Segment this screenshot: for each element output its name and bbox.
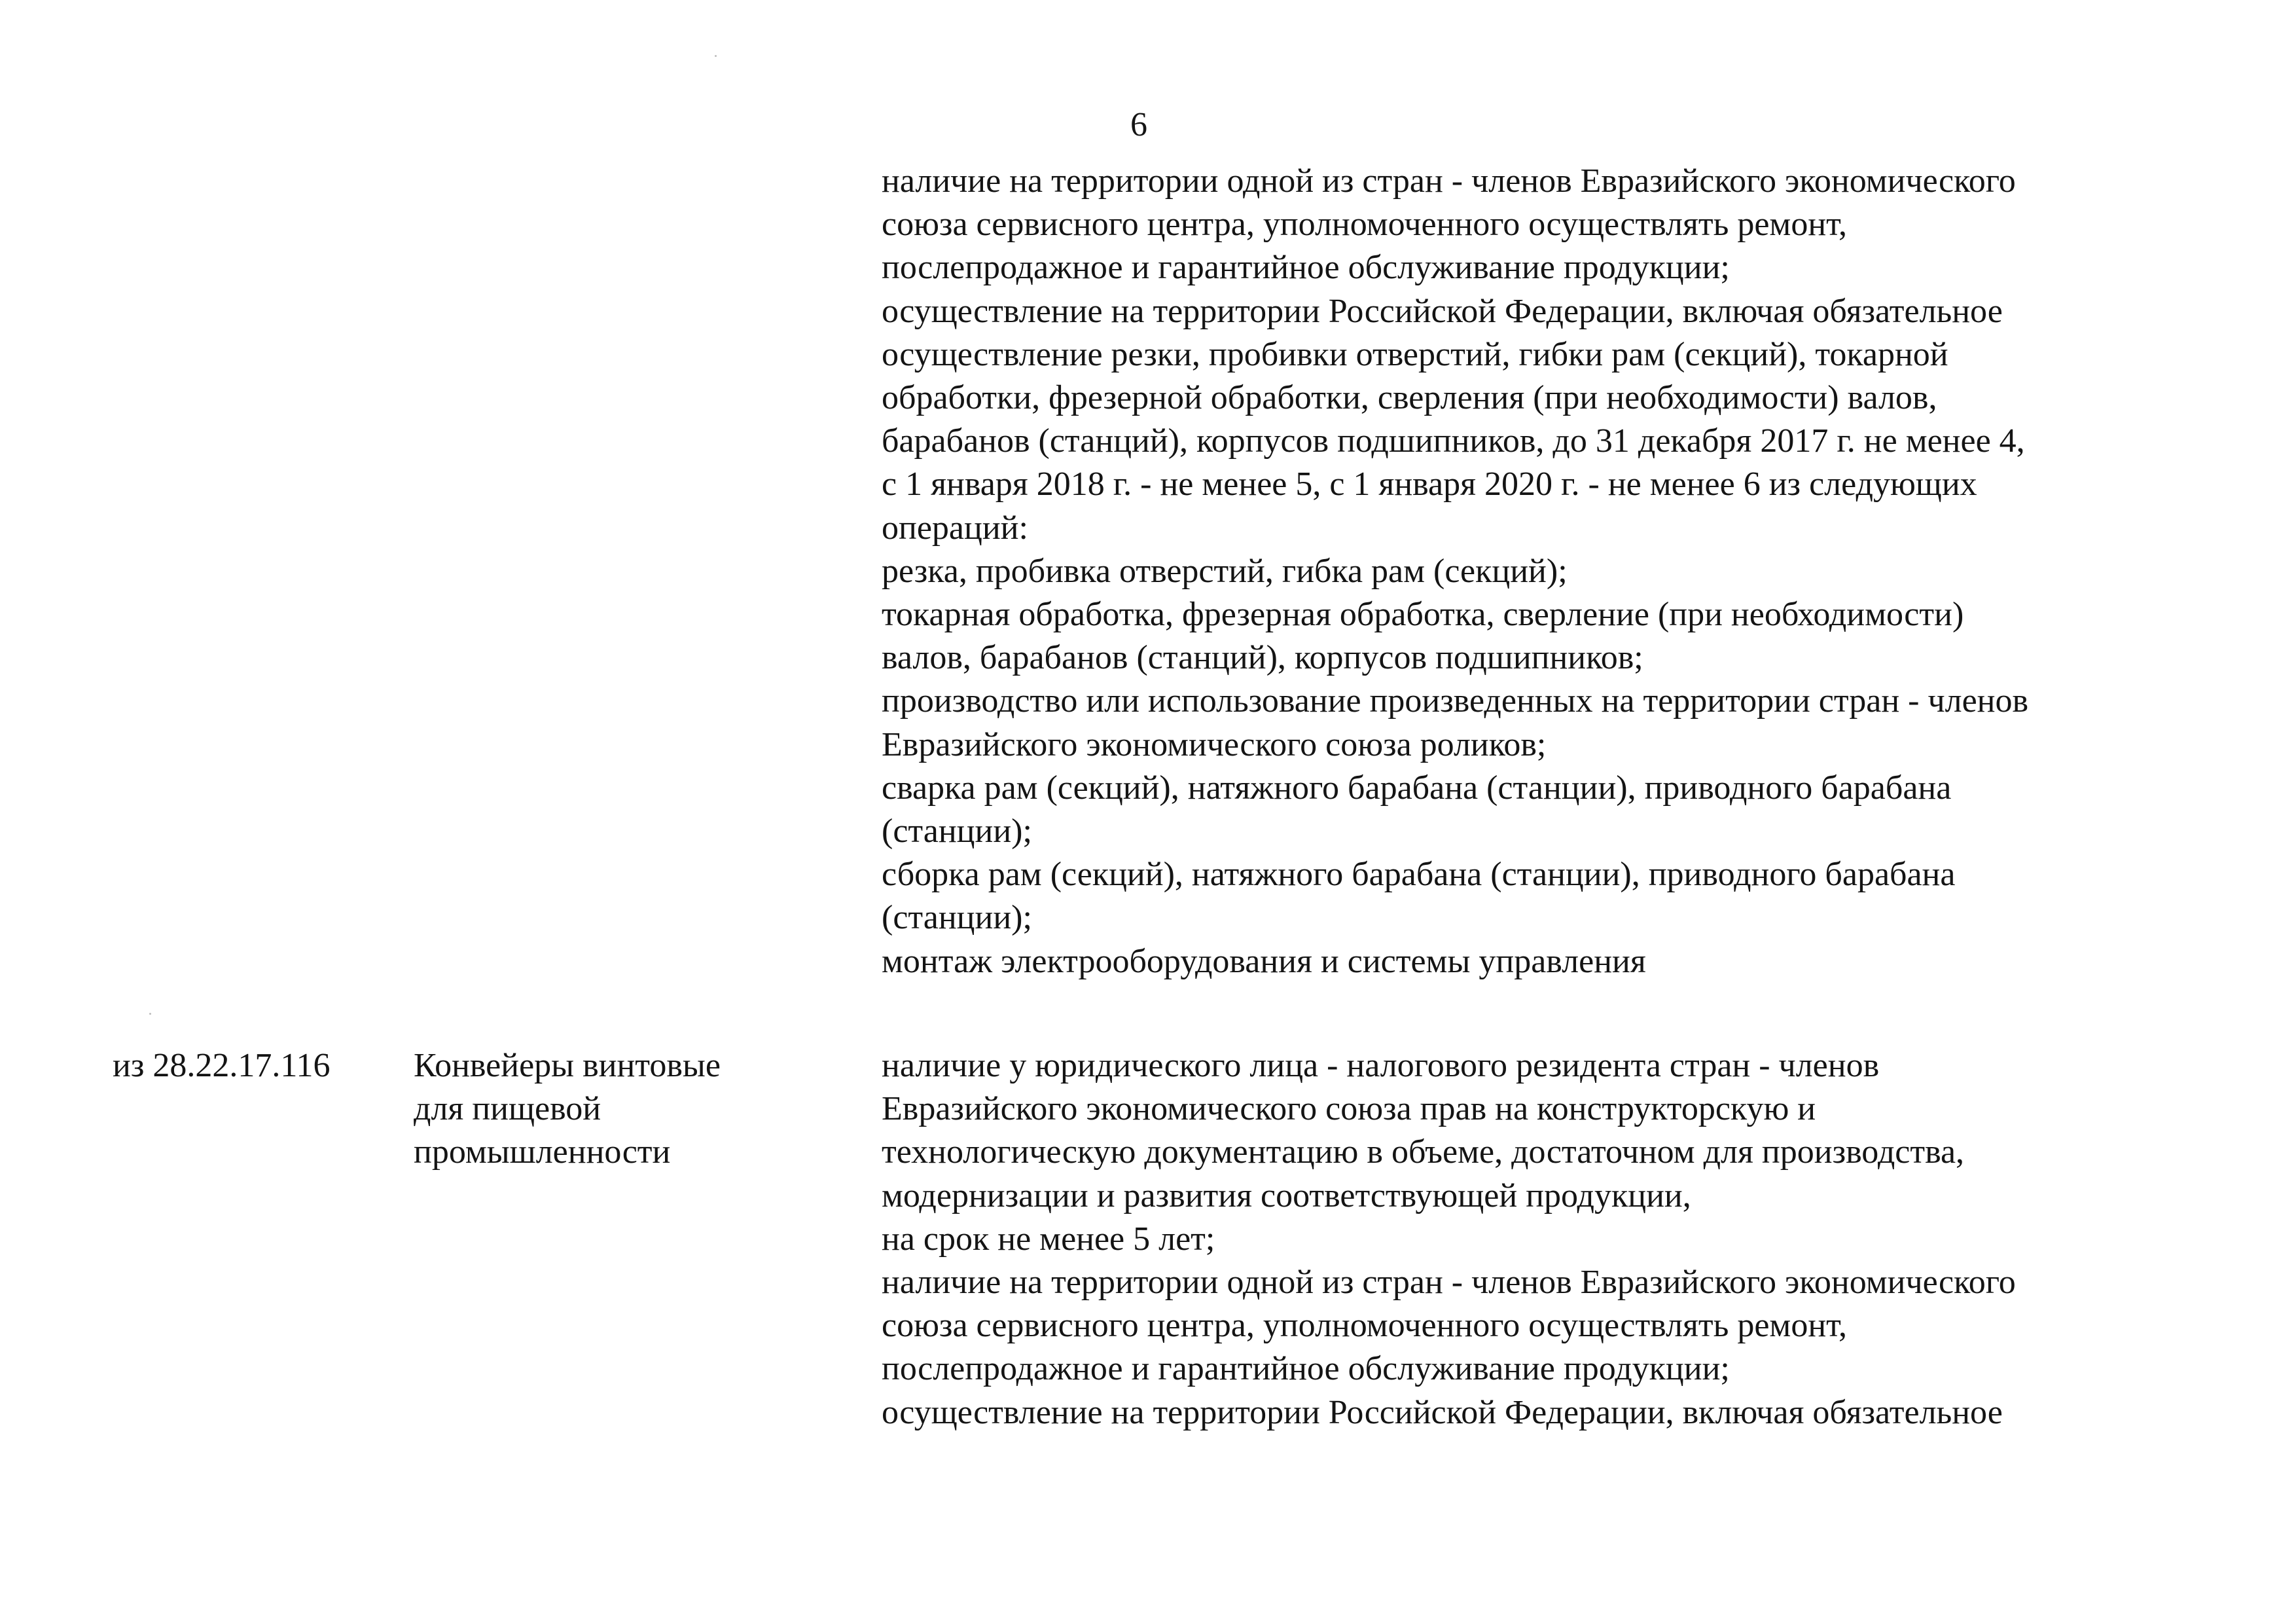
product-code: из 28.22.17.116 [113,1047,331,1084]
text-line: наличие на территории одной из стран - членов Евразийского экономического [882,162,2016,200]
text-line: союза сервисного центра, уполномоченного осуществлять ремонт, [882,206,1847,244]
continued-requirements [882,160,2028,983]
product-name-line: промышленности [414,1133,671,1171]
text-line: (станции); [882,899,1032,937]
text-line: послепродажное и гарантийное обслуживание продукции; [882,249,1730,287]
text-line: послепродажное и гарантийное обслуживание продукции; [882,1350,1730,1388]
text-line: (станции); [882,812,1032,850]
text-line: Евразийского экономического союза роликов; [882,725,1547,763]
text-line: монтаж электрооборудования и системы управления [882,942,1646,980]
scan-speck [149,1013,151,1015]
text-line: с 1 января 2018 г. - не менее 5, с 1 января 2020 г. - не менее 6 из следующих [882,465,1977,503]
text-line: сборка рам (секций), натяжного барабана (станции), приводного барабана [882,856,1956,894]
text-line: модернизации и развития соответствующей продукции, [882,1176,1691,1214]
page-number: 6 [1130,106,1147,143]
scan-speck [715,55,717,57]
text-line: наличие на территории одной из стран - членов Евразийского экономического [882,1264,2016,1302]
product-requirements [882,1044,2016,1434]
text-line: осуществление на территории Российской Федерации, включая обязательное [882,292,2003,330]
text-line: барабанов (станций), корпусов подшипников, до 31 декабря 2017 г. не менее 4, [882,422,2025,460]
text-line: токарная обработка, фрезерная обработка, сверление (при необходимости) [882,596,1964,634]
product-name-line: для пищевой [414,1090,601,1128]
text-line: на срок не менее 5 лет; [882,1220,1215,1258]
text-line: производство или использование произведенных на территории стран - членов [882,682,2029,720]
text-line: осуществление на территории Российской Федерации, включая обязательное [882,1393,2003,1431]
text-line: Евразийского экономического союза прав на конструкторскую и [882,1090,1816,1128]
product-name-line: Конвейеры винтовые [414,1047,721,1084]
text-line: операций: [882,509,1028,547]
product-name [414,1044,721,1175]
text-line: сварка рам (секций), натяжного барабана (станции), приводного барабана [882,769,1952,807]
text-line: технологическую документацию в объеме, достаточном для производства, [882,1133,1965,1171]
text-line: обработки, фрезерной обработки, сверления (при необходимости) валов, [882,379,1937,417]
text-line: осуществление резки, пробивки отверстий, гибки рам (секций), токарной [882,335,1948,373]
text-line: валов, барабанов (станций), корпусов подшипников; [882,639,1643,677]
text-line: наличие у юридического лица - налогового резидента стран - членов [882,1047,1880,1084]
text-line: резка, пробивка отверстий, гибка рам (секций); [882,552,1568,590]
text-line: союза сервисного центра, уполномоченного осуществлять ремонт, [882,1307,1847,1345]
